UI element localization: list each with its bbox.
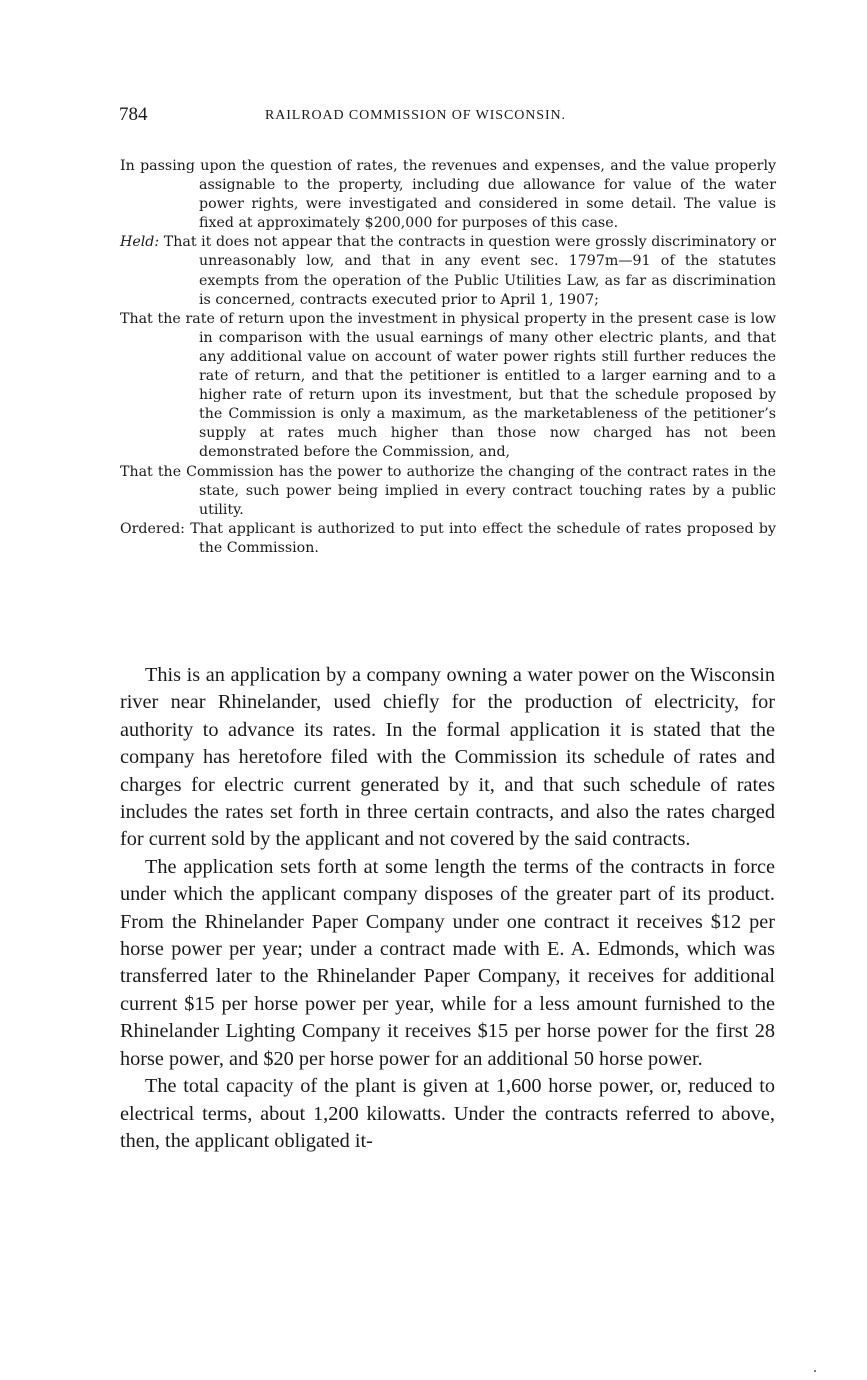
syllabus-entry-text: That the Commission has the power to authorize the changing of the contract rates in the state, such power being implied in every contract touching rates by a public utility.	[120, 463, 776, 518]
print-speck	[814, 1370, 816, 1372]
page-number: 784	[119, 104, 148, 125]
page-header	[119, 104, 774, 128]
syllabus-entry-text: That applicant is authorized to put into effect the schedule of rates proposed by the Commission.	[184, 520, 776, 556]
syllabus-entry-ordered	[120, 520, 776, 558]
syllabus-headnotes	[120, 157, 776, 558]
syllabus-entry-rates	[120, 157, 776, 233]
syllabus-entry-commission-power	[120, 463, 776, 520]
syllabus-entry-text: In passing upon the question of rates, the revenues and expenses, and the value properly assignable to the property, including due allowance for value of the water power rights, were investigated and considered in some detail. The value is fixed at approximately $200,000 for purposes of this case.	[120, 158, 776, 232]
syllabus-entry-rate-of-return	[120, 310, 776, 463]
syllabus-entry-text: That it does not appear that the contracts in question were grossly discriminatory or unreasonably low, and that in any event sec. 1797m—91 of the statutes exempts from the operation of the Public Utilities Law, as far as discrimination is concerned, contracts executed prior to April 1, 1907;	[159, 234, 776, 308]
syllabus-entry-held	[120, 233, 776, 309]
held-label: Held:	[120, 234, 160, 251]
body-paragraph: The application sets forth at some length the terms of the contracts in force under which the applicant company disposes of the greater part of its product. From the Rhinelander Paper Company under one contract it receives $12 per horse power per year; under a contract made with E. A. Edmonds, which was transferred later to the Rhinelander Paper Company, it receives for additional current $15 per horse power per year, while for a less amount furnished to the Rhinelander Lighting Company it receives $15 per horse power for the first 28 horse power, and $20 per horse power for an additional 50 horse power.	[120, 855, 775, 1070]
running-title: RAILROAD COMMISSION OF WISCONSIN.	[265, 108, 566, 123]
syllabus-entry-text: That the rate of return upon the investment in physical property in the present case is low in comparison with the usual earnings of many other electric plants, and that any additional value on account of water power rights still further reduces the rate of return, and that the petitioner is entitled to a larger earning and to a higher rate of return upon its investment, but that the schedule proposed by the Commission is only a maximum, as the marketableness of the petitioner’s supply at rates much higher than those now charged has not been demonstrated before the Commission, and,	[120, 310, 776, 461]
ordered-label: Ordered:	[120, 520, 185, 537]
opinion-body	[120, 662, 775, 1155]
body-paragraph: The total capacity of the plant is given at 1,600 horse power, or, reduced to electrical terms, about 1,200 kilowatts. Under the contracts referred to above, then, the applicant obligated it-	[120, 1075, 775, 1152]
body-paragraph: This is an application by a company owning a water power on the Wisconsin river near Rhinelander, used chiefly for the production of electricity, for authority to advance its rates. In the formal application it is stated that the company has heretofore filed with the Commission its schedule of rates and charges for electric current generated by it, and that such schedule of rates includes the rates set forth in three certain contracts, and also the rates charged for current sold by the applicant and not covered by the said contracts.	[120, 664, 775, 851]
